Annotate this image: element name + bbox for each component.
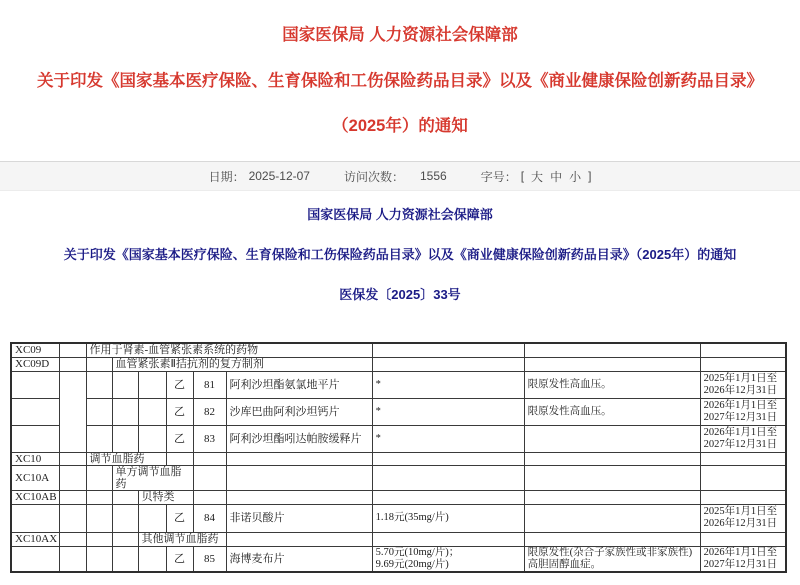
empty-cell [700, 452, 786, 465]
empty-cell [86, 490, 112, 504]
empty-cell [226, 532, 372, 546]
empty-cell [700, 357, 786, 371]
empty-cell [138, 371, 166, 398]
seq-no-cell: 81 [193, 371, 226, 398]
meta-bar [0, 161, 800, 191]
visit-count [344, 168, 447, 185]
empty-cell [524, 357, 700, 371]
empty-cell [166, 452, 193, 465]
empty-cell [193, 465, 226, 490]
empty-cell [112, 532, 138, 546]
empty-cell [193, 452, 226, 465]
empty-cell [372, 465, 524, 490]
category-group-cell: 其他调节血脂药 [138, 532, 226, 546]
drug-name-cell: 阿利沙坦酯吲达帕胺缓释片 [226, 425, 372, 452]
empty-cell [86, 546, 112, 572]
empty-cell [59, 452, 86, 465]
empty-cell [59, 532, 86, 546]
scope-note-cell: 限原发性(杂合子家族性或非家族性) 高胆固醇血症。 [524, 546, 700, 572]
pay-class-cell: 乙 [166, 398, 193, 425]
empty-cell [112, 398, 138, 425]
category-group-cell: 调节血脂药 [86, 452, 166, 465]
empty-cell [112, 371, 138, 398]
font-size-large-button[interactable]: 大 [531, 169, 544, 184]
price-remark-cell: 5.70元(10mg/片)； 9.69元(20mg/片) [372, 546, 524, 572]
scope-note-cell [524, 504, 700, 532]
empty-cell [372, 532, 524, 546]
empty-cell [59, 546, 86, 572]
date-value: 2025-12-07 [248, 169, 310, 183]
code-cell: XC10AX [11, 532, 59, 546]
code-cell: XC09D [11, 357, 59, 371]
code-cell: XC10AB [11, 490, 59, 504]
validity-period-cell: 2026年1月1日至 2027年12月31日 [700, 425, 786, 452]
empty-cell [11, 425, 59, 452]
empty-cell [11, 398, 59, 425]
date-label: 日期： [208, 169, 245, 184]
price-remark-cell: 1.18元(35mg/片) [372, 504, 524, 532]
empty-cell [524, 465, 700, 490]
drug-name-cell: 阿利沙坦酯氨氯地平片 [226, 371, 372, 398]
font-size-buttons [521, 168, 592, 185]
category-group-cell: 单方调节血脂药 [112, 465, 193, 490]
table-row-xc10a [11, 465, 786, 490]
scope-note-cell: 限原发性高血压。 [524, 398, 700, 425]
empty-cell [59, 371, 86, 452]
table-row-drug-84 [11, 504, 786, 532]
table-row-xc09d [11, 357, 786, 371]
drug-catalog-table [10, 342, 787, 573]
empty-cell [372, 357, 524, 371]
empty-cell [700, 532, 786, 546]
empty-cell [700, 343, 786, 357]
empty-cell [524, 490, 700, 504]
table-row-drug-81 [11, 371, 786, 398]
price-remark-cell: * [372, 371, 524, 398]
scope-note-cell: 限原发性高血压。 [524, 371, 700, 398]
category-group-cell: 作用于肾素-血管紧张素系统的药物 [86, 343, 372, 357]
drug-name-cell: 海博麦布片 [226, 546, 372, 572]
table-row-xc10ax [11, 532, 786, 546]
empty-cell [372, 343, 524, 357]
code-cell: XC10 [11, 452, 59, 465]
category-group-cell: 血管紧张素Ⅱ拮抗剂的复方制剂 [112, 357, 372, 371]
empty-cell [138, 398, 166, 425]
empty-cell [372, 452, 524, 465]
notice-title-main: 关于印发《国家基本医疗保险、生育保险和工伤保险药品目录》以及《商业健康保险创新药品目录》 [37, 72, 763, 90]
validity-period-cell: 2026年1月1日至 2027年12月31日 [700, 546, 786, 572]
seq-no-cell: 84 [193, 504, 226, 532]
empty-cell [112, 425, 138, 452]
visit-count-value: 1556 [419, 169, 447, 183]
font-size-small-button[interactable]: 小 [569, 169, 582, 184]
empty-cell [11, 546, 59, 572]
font-size-label: 字号： [480, 169, 517, 184]
empty-cell [112, 546, 138, 572]
empty-cell [226, 452, 372, 465]
empty-cell [700, 490, 786, 504]
empty-cell [59, 343, 86, 357]
empty-cell [112, 490, 138, 504]
bracket-close: ] [588, 169, 592, 183]
notice-title-year: （2025年）的通知 [332, 117, 468, 135]
pay-class-cell: 乙 [166, 371, 193, 398]
font-size-control [481, 168, 592, 185]
validity-period-cell: 2026年1月1日至 2027年12月31日 [700, 398, 786, 425]
code-cell: XC10A [11, 465, 59, 490]
doc-agency-line: 国家医保局 人力资源社会保障部 [307, 207, 493, 222]
empty-cell [59, 465, 86, 490]
notice-title-agency: 国家医保局 人力资源社会保障部 [282, 26, 518, 44]
empty-cell [11, 504, 59, 532]
table-row-drug-82 [11, 398, 786, 425]
visit-count-label: 访问次数： [343, 169, 404, 184]
empty-cell [524, 343, 700, 357]
empty-cell [86, 465, 112, 490]
doc-number: 医保发〔2025〕33号 [339, 287, 461, 302]
pay-class-cell: 乙 [166, 504, 193, 532]
validity-period-cell: 2025年1月1日至 2026年12月31日 [700, 371, 786, 398]
price-remark-cell: * [372, 398, 524, 425]
empty-cell [700, 465, 786, 490]
font-size-medium-button[interactable]: 中 [550, 169, 563, 184]
empty-cell [226, 465, 372, 490]
empty-cell [59, 504, 86, 532]
empty-cell [193, 490, 226, 504]
empty-cell [86, 532, 112, 546]
empty-cell [372, 490, 524, 504]
scope-note-cell [524, 425, 700, 452]
price-remark-cell: * [372, 425, 524, 452]
table-row-xc10ab [11, 490, 786, 504]
table-row-drug-85 [11, 546, 786, 572]
category-group-cell: 贝特类 [138, 490, 193, 504]
table-row-drug-83 [11, 425, 786, 452]
empty-cell [86, 371, 112, 398]
seq-no-cell: 85 [193, 546, 226, 572]
bracket-open: [ [520, 169, 525, 183]
empty-cell [86, 398, 112, 425]
pay-class-cell: 乙 [166, 425, 193, 452]
empty-cell [86, 504, 112, 532]
empty-cell [226, 490, 372, 504]
pay-class-cell: 乙 [166, 546, 193, 572]
table-row-xc09 [11, 343, 786, 357]
empty-cell [59, 357, 86, 371]
empty-cell [138, 546, 166, 572]
empty-cell [138, 504, 166, 532]
empty-cell [86, 425, 112, 452]
drug-name-cell: 沙库巴曲阿利沙坦钙片 [226, 398, 372, 425]
empty-cell [59, 490, 86, 504]
empty-cell [11, 371, 59, 398]
empty-cell [86, 357, 112, 371]
table-row-xc10 [11, 452, 786, 465]
empty-cell [138, 425, 166, 452]
publish-date [209, 168, 310, 185]
empty-cell [524, 452, 700, 465]
empty-cell [524, 532, 700, 546]
empty-cell [112, 504, 138, 532]
seq-no-cell: 82 [193, 398, 226, 425]
doc-title-line: 关于印发《国家基本医疗保险、生育保险和工伤保险药品目录》以及《商业健康保险创新药品目录》（2025年）的通知 [63, 247, 737, 262]
validity-period-cell: 2025年1月1日至 2026年12月31日 [700, 504, 786, 532]
drug-name-cell: 非诺贝酸片 [226, 504, 372, 532]
seq-no-cell: 83 [193, 425, 226, 452]
code-cell: XC09 [11, 343, 59, 357]
